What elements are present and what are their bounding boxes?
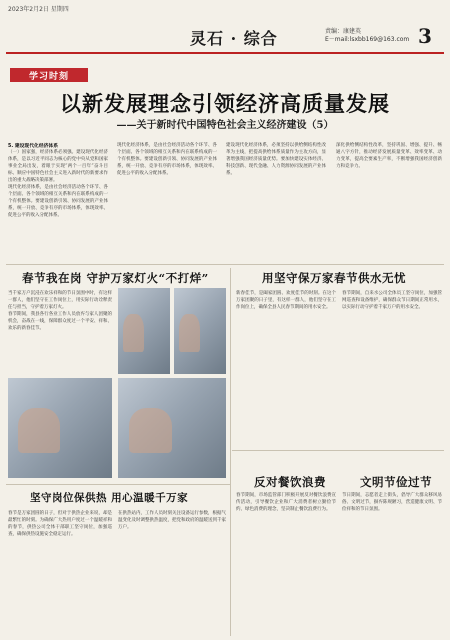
- story-paragraph: 春节是万家团圆的日子，但对于供热企业来说，却是最繁忙的时刻。为确保广大热用户度过一个温暖祥和的春节，供热公司全体干部职工坚守岗位，加强巡查，确保供热设施安全稳定运行。: [8, 511, 112, 537]
- story-headline: 春节我在岗 守护万家灯火“不打烊”: [22, 271, 209, 285]
- story-paragraph: 当千家万户沉浸在欢乐祥和的节日氛围中时，有这样一群人，他们坚守在工作岗位上，用实际行动诠释责任与担当，守护着万家灯火。: [8, 291, 112, 310]
- lead-column-2: [117, 142, 217, 260]
- lead-column-1: [8, 142, 108, 260]
- lead-paragraph: 现代化经济体系，是由社会经济活动各个环节、各个层面、各个领域的相互关系和内在联系构成的一个有机整体。要建设创新引领、协同发展的产业体系，统一开放、竞争有序的市场体系，体现效率、促进公平的收入分配体系。: [117, 143, 217, 176]
- story-body: [8, 510, 112, 636]
- editor-info: [325, 28, 409, 44]
- news-photo: [174, 288, 226, 374]
- editor-email: E－mail:lsxbb169@163.com: [325, 36, 410, 43]
- lead-paragraph: 建设现代化经济体系，必须坚持以供给侧结构性改革为主线，把提高供给体系质量作为主攻方向，显著增强我国经济质量优势。要加快建设实体经济、科技创新、现代金融、人力资源协同发展的产业体系。: [226, 143, 326, 176]
- masthead: [0, 0, 450, 62]
- masthead-rule: [6, 52, 444, 54]
- lead-paragraph: （一）国家强，经济体系必须强。建设现代化经济体系，是以习近平同志为核心的党中央从党和国家事业全局出发，着眼于实现“两个一百年”奋斗目标、顺应中国特色社会主义进入新时代的新要求作出的重大战略决策部署。: [8, 150, 108, 183]
- story-headline: 坚守岗位保供热 用心温暖千万家: [30, 492, 189, 504]
- story-paragraph: 节日期间，志愿者走上街头，倡导广大群众移风易俗、文明过节，摒弃陈规陋习，营造健康文明、节俭祥和的节日氛围。: [342, 493, 442, 512]
- editor-name: 责编：康建英: [325, 28, 362, 35]
- issue-date: 2023年2月2日 星期四: [8, 6, 69, 13]
- column-divider: [230, 268, 231, 636]
- section-divider: [232, 450, 444, 451]
- story-paragraph: 春节期间，市场监管部门积极开展反对餐饮浪费宣传活动，引导餐饮企业和广大消费者树立勤俭节约、绿色消费的理念，坚决制止餐饮浪费行为。: [236, 493, 336, 512]
- story-paragraph: 新春佳节，是阖家团圆、欢度佳节的时刻。在这个万家团聚的日子里，有这样一群人，他们坚守在工作岗位上，确保全县人民春节期间的用水安全。: [236, 291, 336, 310]
- story-paragraph: 在供热站内，工作人员时刻关注设备运行参数，根据气温变化及时调整供热温度，把党和政府的温暖送到千家万户。: [118, 511, 226, 530]
- lead-column-4: [336, 142, 442, 260]
- section-title: 灵石 · 综合: [190, 29, 278, 48]
- lead-column-3: [226, 142, 326, 260]
- story-body: [236, 290, 336, 446]
- story-body: [236, 492, 336, 636]
- lead-subheadline: ——关于新时代中国特色社会主义经济建设（5）: [116, 120, 334, 131]
- news-photo: [118, 288, 170, 374]
- page-number: 3: [418, 24, 432, 48]
- lead-section-heading: 5. 建设现代化经济体系: [8, 144, 59, 149]
- section-divider: [6, 264, 444, 265]
- story-headline: 用坚守保万家春节供水无忧: [262, 271, 406, 285]
- lead-headline: 以新发展理念引领经济高质量发展: [60, 91, 390, 116]
- story-headline: 反对餐饮浪费: [254, 475, 326, 489]
- story-body: [342, 290, 442, 446]
- lead-paragraph: 深化供给侧结构性改革，坚持巩固、增强、提升、畅通八字方针，推动经济发展质量变革、效率变革、动力变革，提高全要素生产率，不断增强我国经济创新力和竞争力。: [336, 143, 442, 169]
- story-paragraph: 春节期间，自来水公司全体员工坚守岗位，加强管网巡查和设备维护，确保群众节日期间正常用水，以实际行动守护着千家万户的用水安全。: [342, 291, 442, 310]
- news-photo: [8, 378, 112, 478]
- story-headline: 文明节俭过节: [360, 475, 432, 489]
- news-photo: [118, 378, 226, 478]
- section-divider: [6, 484, 230, 485]
- story-body: [342, 492, 442, 636]
- column-tag: 学习时刻: [10, 68, 88, 82]
- story-paragraph: 春节期间，我县各行各业工作人员放弃与家人团聚的机会，奋战在一线，保障群众度过一个平安、祥和、欢乐的新春佳节。: [8, 312, 112, 331]
- lead-paragraph: 现代化经济体系，是由社会经济活动各个环节、各个层面、各个领域的相互关系和内在联系构成的一个有机整体。要建设创新引领、协同发展的产业体系，统一开放、竞争有序的市场体系，体现效率、促进公平的收入分配体系。: [8, 185, 108, 218]
- story-body: [8, 290, 112, 372]
- story-body: [118, 510, 226, 636]
